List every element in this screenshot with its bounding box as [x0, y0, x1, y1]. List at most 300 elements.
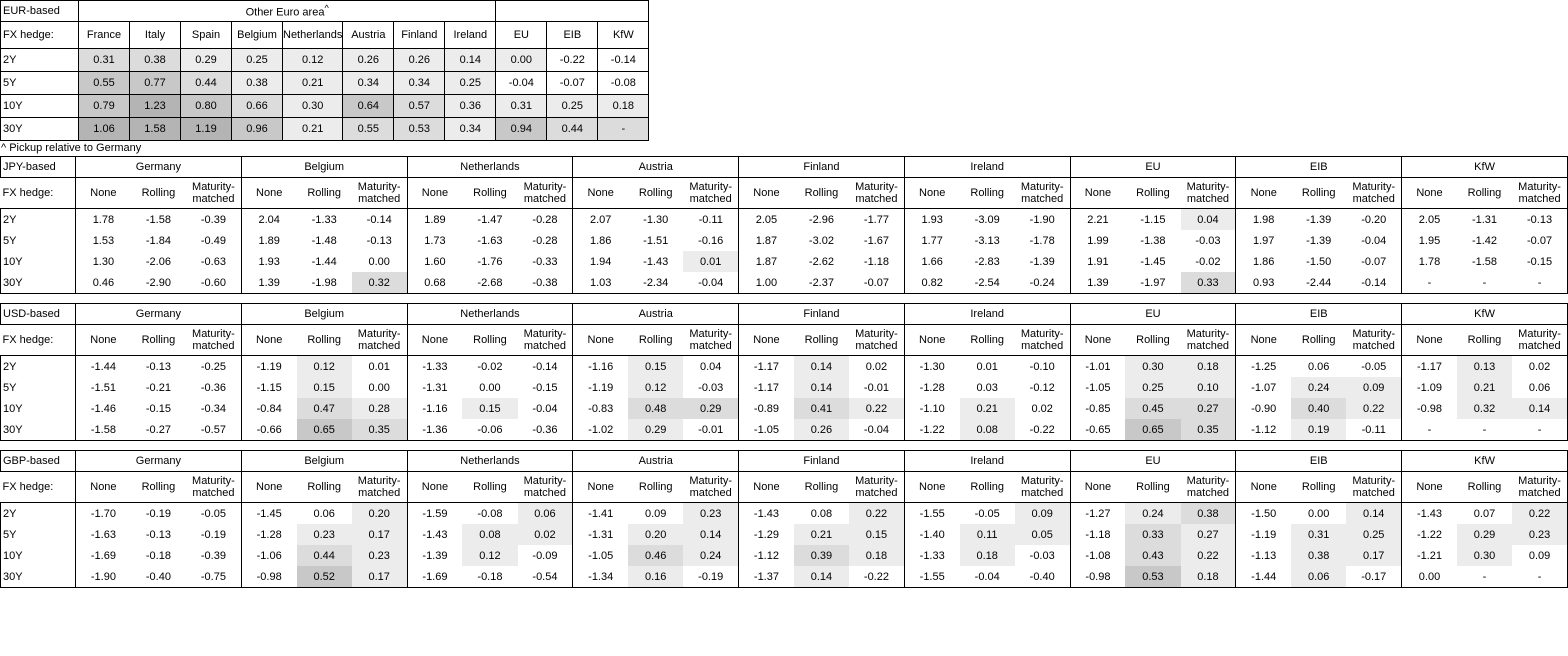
eur-cell: 0.34	[445, 118, 496, 141]
data-cell: -0.98	[1070, 566, 1125, 588]
subcolumn-header: Rolling	[794, 472, 849, 503]
data-cell: -0.13	[1512, 209, 1567, 231]
data-cell: -1.07	[1236, 377, 1291, 398]
data-cell: 0.12	[628, 377, 683, 398]
data-cell: 1.97	[1236, 230, 1291, 251]
data-cell: -1.15	[1140, 213, 1166, 226]
row-label: 30Y	[1, 566, 76, 588]
data-cell: 0.14	[1512, 398, 1567, 419]
data-cell: 0.24	[683, 545, 738, 566]
eur-cell: 1.19	[181, 118, 232, 141]
subcolumn-header: None	[739, 472, 794, 503]
issuer-header: Austria	[573, 451, 739, 472]
eur-col-finland: Finland	[394, 22, 445, 49]
data-cell: 0.27	[1181, 524, 1236, 545]
data-cell: -	[1402, 419, 1457, 441]
data-cell: -0.07	[1361, 255, 1387, 268]
data-cell: 0.20	[628, 524, 683, 545]
data-cell: 0.17	[1346, 545, 1401, 566]
data-cell: 0.29	[1457, 524, 1512, 545]
data-cell: -2.96	[808, 213, 834, 226]
issuer-header: Ireland	[904, 157, 1070, 178]
data-cell: -1.59	[407, 503, 462, 525]
data-cell: 0.41	[794, 398, 849, 419]
eur-fx-hedge-label: FX hedge:	[1, 22, 79, 49]
data-cell: 0.09	[1346, 377, 1401, 398]
eur-cell: 0.36	[445, 95, 496, 118]
data-cell: -0.21	[145, 381, 171, 394]
table-row	[1, 503, 1568, 525]
eur-cell: -0.22	[547, 49, 598, 72]
data-cell: 0.21	[1457, 377, 1512, 398]
subcolumn-header: Maturity- matched	[1346, 178, 1401, 209]
subcolumn-header: Maturity- matched	[1512, 178, 1567, 209]
subcolumn-header: None	[407, 472, 462, 503]
subcolumn-header: Rolling	[1457, 472, 1512, 503]
eur-cell: 0.38	[130, 49, 181, 72]
issuer-header: Finland	[739, 304, 905, 325]
data-cell: -0.10	[1029, 360, 1055, 373]
data-cell: 1.87	[739, 251, 794, 272]
data-cell: -1.05	[1070, 377, 1125, 398]
data-cell: 0.16	[628, 566, 683, 588]
issuer-header: Finland	[739, 157, 905, 178]
data-cell: 0.18	[1181, 566, 1236, 588]
block-spacer	[0, 441, 1568, 450]
data-cell: -1.22	[904, 419, 959, 441]
data-cell: 0.15	[628, 356, 683, 378]
data-cell: -1.39	[407, 545, 462, 566]
data-cell: -0.03	[1195, 234, 1221, 247]
issuer-header: Belgium	[241, 304, 407, 325]
data-cell: -1.50	[1236, 503, 1291, 525]
data-cell: -0.04	[532, 402, 558, 415]
subcolumn-header: Rolling	[794, 178, 849, 209]
subcolumn-header: None	[1402, 178, 1457, 209]
row-label: 5Y	[1, 377, 76, 398]
data-cell: -1.39	[1306, 213, 1332, 226]
data-cell: 0.46	[628, 545, 683, 566]
data-cell: -1.55	[904, 503, 959, 525]
data-cell: -1.51	[643, 234, 669, 247]
subcolumn-header: Maturity- matched	[352, 325, 407, 356]
data-cell: -1.38	[1140, 234, 1166, 247]
data-cell: -2.34	[643, 276, 669, 289]
data-cell: 1.39	[241, 272, 296, 294]
data-cell: -1.16	[573, 356, 628, 378]
data-cell: -1.51	[90, 381, 116, 394]
data-cell: 0.13	[1457, 356, 1512, 378]
data-cell: -1.37	[739, 566, 794, 588]
data-cell: -1.90	[90, 570, 116, 583]
data-cell: 0.08	[960, 419, 1015, 441]
subcolumn-header: Rolling	[131, 472, 186, 503]
issuer-header: EU	[1070, 157, 1236, 178]
eur-cell: 0.14	[445, 49, 496, 72]
subcolumn-header: Maturity- matched	[1015, 325, 1070, 356]
data-cell: -0.22	[1029, 423, 1055, 436]
data-cell: -0.02	[1195, 255, 1221, 268]
data-cell: 0.23	[1512, 524, 1567, 545]
data-cell: -1.01	[1070, 356, 1125, 378]
data-cell: -0.19	[145, 507, 171, 520]
data-cell: 0.30	[1457, 545, 1512, 566]
data-cell: -1.12	[739, 545, 794, 566]
subcolumn-header: Maturity- matched	[849, 472, 904, 503]
subcolumn-header: Rolling	[131, 325, 186, 356]
data-cell: 1.60	[407, 251, 462, 272]
data-cell: 0.22	[849, 398, 904, 419]
table-row	[1, 377, 1568, 398]
data-cell: 0.35	[1181, 419, 1236, 441]
data-cell: -1.39	[1029, 255, 1055, 268]
footnote-pickup: ^ Pickup relative to Germany	[1, 142, 142, 154]
data-cell: -1.58	[1471, 255, 1498, 268]
data-cell: -0.98	[241, 566, 296, 588]
data-cell: 0.24	[1291, 377, 1346, 398]
subcolumn-header: None	[1236, 472, 1291, 503]
issuer-header-row	[1, 451, 1568, 472]
issuer-header: EIB	[1236, 157, 1402, 178]
table-row	[1, 356, 1568, 378]
data-cell: 1.93	[241, 251, 296, 272]
eur-row-label: 2Y	[1, 49, 79, 72]
data-cell: 0.44	[297, 545, 352, 566]
subcolumn-header: None	[76, 472, 131, 503]
issuer-header: Netherlands	[407, 304, 573, 325]
eur-cell: 1.23	[130, 95, 181, 118]
issuer-header-row	[1, 157, 1568, 178]
data-cell: -2.37	[808, 276, 834, 289]
data-cell: -0.85	[1070, 398, 1125, 419]
block-corner-label: GBP-based	[1, 451, 76, 472]
data-cell: -0.04	[863, 423, 889, 436]
table-row	[1, 72, 649, 95]
data-cell: -3.02	[808, 234, 834, 247]
subcolumn-header: Maturity- matched	[186, 325, 241, 356]
eur-cell: 0.44	[547, 118, 598, 141]
eur-cell: 0.26	[394, 49, 445, 72]
data-cell: -1.67	[863, 234, 889, 247]
data-cell: 1.78	[1402, 251, 1457, 272]
eur-column-header-row	[1, 22, 649, 49]
data-cell: 0.21	[960, 398, 1015, 419]
table-row	[1, 545, 1568, 566]
eur-cell: 0.80	[181, 95, 232, 118]
data-cell: -0.15	[145, 402, 171, 415]
issuer-header: Netherlands	[407, 157, 573, 178]
data-cell: -0.34	[200, 402, 226, 415]
subcolumn-header: Maturity- matched	[1181, 325, 1236, 356]
data-cell: -0.13	[145, 528, 171, 541]
data-cell: 0.12	[462, 545, 517, 566]
eur-cell: 0.25	[232, 49, 283, 72]
table-row	[1, 230, 1568, 251]
data-cell: -1.08	[1070, 545, 1125, 566]
block-corner-label: JPY-based	[1, 157, 76, 178]
data-cell: 0.09	[1015, 503, 1070, 525]
data-cell: -0.07	[1512, 230, 1567, 251]
subcolumn-header-row	[1, 178, 1568, 209]
data-cell: -0.18	[477, 570, 503, 583]
data-cell: -0.57	[200, 423, 226, 436]
data-cell: -	[1482, 423, 1487, 436]
issuer-header: Germany	[76, 451, 242, 472]
data-cell: -0.39	[200, 213, 226, 226]
data-cell: -1.41	[573, 503, 628, 525]
data-cell: 0.18	[1181, 356, 1236, 378]
data-cell: -1.43	[407, 524, 462, 545]
row-label: 2Y	[1, 503, 76, 525]
eur-col-belgium: Belgium	[232, 22, 283, 49]
data-cell: -1.19	[573, 377, 628, 398]
issuer-header: KfW	[1402, 304, 1568, 325]
data-cell: 0.06	[1512, 377, 1567, 398]
data-cell: 0.19	[1291, 419, 1346, 441]
subcolumn-header: Rolling	[1125, 178, 1180, 209]
issuer-header: Belgium	[241, 451, 407, 472]
data-cell: -	[1482, 276, 1487, 289]
data-cell: -1.77	[863, 213, 889, 226]
data-cell: -1.58	[90, 423, 116, 436]
subcolumn-header: None	[573, 472, 628, 503]
data-cell: 0.26	[794, 419, 849, 441]
data-cell: -1.45	[1140, 255, 1166, 268]
subcolumn-header: Rolling	[462, 178, 517, 209]
eur-cell: 0.96	[232, 118, 283, 141]
row-label: 5Y	[1, 230, 76, 251]
data-cell: -1.48	[311, 234, 337, 247]
data-cell: -2.54	[974, 276, 1000, 289]
eur-cell: 0.38	[232, 72, 283, 95]
eur-cell: 0.31	[79, 49, 130, 72]
data-cell: 0.04	[699, 360, 722, 373]
data-cell: -1.12	[1236, 419, 1291, 441]
issuer-header: KfW	[1402, 451, 1568, 472]
data-cell: 0.00	[368, 255, 390, 268]
data-cell: -0.60	[200, 276, 226, 289]
data-cell: -	[1482, 570, 1487, 583]
data-cell: 0.65	[1125, 419, 1180, 441]
eur-cell: 0.29	[181, 49, 232, 72]
data-cell: -0.01	[698, 423, 724, 436]
issuer-header: Austria	[573, 304, 739, 325]
data-cell: -1.31	[573, 524, 628, 545]
data-cell: -0.28	[532, 213, 558, 226]
eur-cell: -0.08	[598, 72, 649, 95]
data-cell: 0.29	[683, 398, 738, 419]
data-cell: -2.44	[1306, 276, 1332, 289]
data-cell: 0.09	[1512, 545, 1567, 566]
eur-row-label: 30Y	[1, 118, 79, 141]
data-cell: -1.17	[1402, 356, 1457, 378]
data-cell: 0.04	[1181, 209, 1236, 231]
subcolumn-header: Rolling	[1457, 178, 1512, 209]
data-cell: -1.22	[1402, 524, 1457, 545]
data-cell: -1.43	[1402, 503, 1457, 525]
data-cell: 1.91	[1070, 251, 1125, 272]
data-cell: 0.35	[352, 419, 407, 441]
row-label: 2Y	[1, 356, 76, 378]
subcolumn-header: Maturity- matched	[1346, 325, 1401, 356]
eur-cell: 0.26	[343, 49, 394, 72]
data-cell: -1.46	[90, 402, 116, 415]
data-cell: -0.20	[1361, 213, 1387, 226]
data-cell: 0.01	[683, 251, 738, 272]
data-cell: -1.76	[477, 255, 503, 268]
data-cell: -1.33	[311, 213, 337, 226]
data-cell: -1.43	[739, 503, 794, 525]
data-cell: -0.84	[241, 398, 296, 419]
data-cell: -0.06	[477, 423, 503, 436]
data-cell: 0.28	[352, 398, 407, 419]
data-cell: 0.00	[368, 381, 390, 394]
data-cell: -1.28	[241, 524, 296, 545]
data-cell: 0.15	[849, 524, 904, 545]
subcolumn-header: Rolling	[462, 325, 517, 356]
subcolumn-header: Rolling	[297, 178, 352, 209]
subcolumn-header: Rolling	[131, 178, 186, 209]
data-cell: 0.06	[518, 503, 573, 525]
subcolumn-header: Rolling	[960, 325, 1015, 356]
eur-cell: 0.25	[445, 72, 496, 95]
data-cell: -0.05	[200, 507, 226, 520]
data-cell: 0.32	[1457, 398, 1512, 419]
subcolumn-header: None	[407, 325, 462, 356]
data-cell: -0.24	[1029, 276, 1055, 289]
data-cell: -0.18	[145, 549, 171, 562]
subcolumn-header: None	[241, 325, 296, 356]
data-cell: -	[1512, 419, 1567, 441]
eur-cell: 0.34	[343, 72, 394, 95]
data-cell: 1.30	[92, 255, 115, 268]
data-cell: -	[1402, 272, 1457, 294]
data-cell: 0.38	[1291, 545, 1346, 566]
data-cell: -1.16	[407, 398, 462, 419]
data-cell: -0.05	[974, 507, 1000, 520]
data-cell: 1.00	[739, 272, 794, 294]
eur-col-eu: EU	[496, 22, 547, 49]
data-cell: 0.68	[407, 272, 462, 294]
eur-col-france: France	[79, 22, 130, 49]
data-cell: -0.15	[1512, 251, 1567, 272]
subcolumn-header: None	[1070, 178, 1125, 209]
data-cell: -2.83	[974, 255, 1000, 268]
data-cell: 0.03	[976, 381, 998, 394]
data-cell: -	[1512, 566, 1567, 588]
data-cell: 0.18	[849, 545, 904, 566]
subcolumn-header: Maturity- matched	[849, 178, 904, 209]
data-cell: -0.09	[532, 549, 558, 562]
eur-cell: 0.44	[181, 72, 232, 95]
subcolumn-header: None	[76, 178, 131, 209]
data-cell: -0.04	[1361, 234, 1387, 247]
issuer-header: Austria	[573, 157, 739, 178]
data-cell: 1.89	[241, 230, 296, 251]
eur-based-table	[0, 0, 649, 141]
data-cell: 0.27	[1181, 398, 1236, 419]
table-row	[1, 272, 1568, 294]
eur-group-header-blank	[496, 1, 649, 22]
subcolumn-header: None	[739, 178, 794, 209]
data-cell: 0.00	[1308, 507, 1330, 520]
table-row	[1, 118, 649, 141]
data-cell: -0.14	[1361, 276, 1387, 289]
eur-col-netherlands: Netherlands	[283, 22, 343, 49]
subcolumn-header: Rolling	[794, 325, 849, 356]
data-cell: -1.05	[573, 545, 628, 566]
data-cell: -0.28	[532, 234, 558, 247]
data-cell: -1.15	[241, 377, 296, 398]
data-cell: -1.70	[90, 507, 116, 520]
data-cell: -1.13	[1236, 545, 1291, 566]
subcolumn-header: None	[76, 325, 131, 356]
data-cell: -0.14	[532, 360, 558, 373]
data-cell: 0.33	[1125, 524, 1180, 545]
block-spacer	[0, 294, 1568, 303]
subcolumn-header: Maturity- matched	[1346, 472, 1401, 503]
eur-col-ireland: Ireland	[445, 22, 496, 49]
data-cell: 0.29	[628, 419, 683, 441]
data-cell: -1.63	[477, 234, 503, 247]
data-cell: 2.05	[1402, 209, 1457, 231]
subcolumn-header: Rolling	[297, 472, 352, 503]
jpy-based-table	[0, 156, 1568, 294]
subcolumn-header: Maturity- matched	[1512, 325, 1567, 356]
eur-cell: 0.30	[283, 95, 343, 118]
data-cell: 0.45	[1125, 398, 1180, 419]
data-cell: -0.54	[532, 570, 558, 583]
data-cell: 1.53	[92, 234, 115, 247]
row-label: 10Y	[1, 251, 76, 272]
subcolumn-header: Rolling	[1291, 472, 1346, 503]
eur-cell: 0.31	[496, 95, 547, 118]
subcolumn-header: Rolling	[1125, 325, 1180, 356]
eur-cell: 0.77	[130, 72, 181, 95]
data-cell: -1.02	[573, 419, 628, 441]
data-cell: -1.40	[904, 524, 959, 545]
usd-based-table	[0, 303, 1568, 441]
issuer-header: EIB	[1236, 451, 1402, 472]
subcolumn-header: Rolling	[462, 472, 517, 503]
subcolumn-header: Maturity- matched	[1512, 472, 1567, 503]
data-cell: 0.93	[1236, 272, 1291, 294]
data-cell: -1.69	[407, 566, 462, 588]
eur-row-label: 5Y	[1, 72, 79, 95]
subcolumn-header: None	[241, 472, 296, 503]
subcolumn-header: None	[1236, 178, 1291, 209]
eur-corner-label: EUR-based	[1, 1, 79, 22]
data-cell: -1.78	[1029, 234, 1055, 247]
subcolumn-header: None	[241, 178, 296, 209]
data-cell: -0.36	[200, 381, 226, 394]
data-cell: -0.04	[974, 570, 1000, 583]
data-cell: 0.12	[297, 356, 352, 378]
row-label: 30Y	[1, 419, 76, 441]
data-cell: -0.01	[849, 377, 904, 398]
data-cell: 0.22	[1181, 545, 1236, 566]
issuer-header: Belgium	[241, 157, 407, 178]
data-cell: 1.03	[573, 272, 628, 294]
data-cell: 0.05	[1015, 524, 1070, 545]
row-label: 10Y	[1, 398, 76, 419]
data-cell: 0.40	[1291, 398, 1346, 419]
data-cell: -0.83	[573, 398, 628, 419]
subcolumn-header: Rolling	[1125, 472, 1180, 503]
data-cell: 0.46	[92, 276, 115, 289]
data-cell: 2.04	[241, 209, 296, 231]
eur-col-austria: Austria	[343, 22, 394, 49]
